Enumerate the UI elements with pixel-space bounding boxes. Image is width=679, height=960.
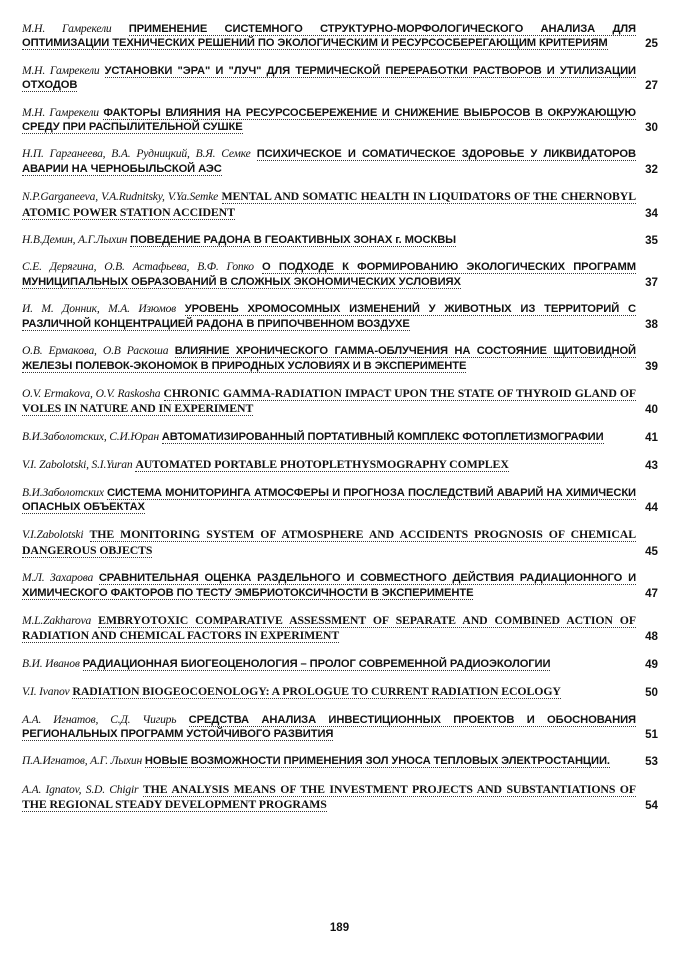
toc-entry-text (22, 386, 658, 417)
toc-entry-authors: М.Н. Гамрекели (22, 105, 99, 119)
toc-entry-page-number: 41 (645, 430, 658, 444)
toc-entry-title: MENTAL AND SOMATIC HEALTH IN LIQUIDATORS OF THE CHERNOBYL ATOMIC POWER STATION ACCIDENT (22, 189, 636, 219)
toc-entry-authors: В.И.Заболотских, С.И.Юран (22, 429, 159, 443)
toc-entry (22, 657, 658, 671)
toc-entry (22, 22, 658, 51)
toc-entry-title: СРЕДСТВА АНАЛИЗА ИНВЕСТИЦИОННЫХ ПРОЕКТОВ И ОБОСНОВАНИЯ РЕГИОНАЛЬНЫХ ПРОГРАММ УСТОЙЧИВОГО РАЗВИТИЯ (22, 713, 636, 740)
toc-entry-page-number: 51 (645, 728, 658, 741)
toc-entry-title: RADIATION BIOGEOCOENOLOGY: A PROLOGUE TO CURRENT RADIATION ECOLOGY (72, 684, 561, 699)
toc-entry-title: THE MONITORING SYSTEM OF ATMOSPHERE AND ACCIDENTS PROGNOSIS OF CHEMICAL DANGEROUS OBJECTS (22, 527, 636, 557)
toc-entry-text (22, 106, 658, 135)
toc-entry-title: УРОВЕНЬ ХРОМОСОМНЫХ ИЗМЕНЕНИЙ У ЖИВОТНЫХ ИЗ ТЕРРИТОРИЙ С РАЗЛИЧНОЙ КОНЦЕНТРАЦИЕЙ РАДОНА В ПРИПОЧВЕННОМ ВОЗДУХЕ (22, 303, 636, 330)
toc-entry-text (22, 754, 658, 768)
toc-entry-page-number: 45 (645, 544, 658, 558)
toc-entry-authors: В.И.Заболотских (22, 485, 104, 499)
toc-entry-title: ФАКТОРЫ ВЛИЯНИЯ НА РЕСУРСОСБЕРЕЖЕНИЕ И СНИЖЕНИЕ ВЫБРОСОВ В ОКРУЖАЮЩУЮ СРЕДУ ПРИ РАСПЫЛИТЕЛЬНОЙ СУШКЕ (22, 106, 636, 134)
toc-entry-authors: M.L.Zakharova (22, 613, 92, 627)
toc-entry (22, 344, 658, 373)
toc-entry-title: АВТОМАТИЗИРОВАННЫЙ ПОРТАТИВНЫЙ КОМПЛЕКС ФОТОПЛЕТИЗМОГРАФИИ (161, 430, 604, 443)
toc-entry-authors: С.Е. Дерягина, О.В. Астафьева, В.Ф. Гопко (22, 260, 254, 274)
toc-entry-page-number: 47 (645, 586, 658, 600)
toc-entry-page-number: 30 (645, 121, 658, 135)
toc-entry-text (22, 613, 658, 644)
toc-entry-title: НОВЫЕ ВОЗМОЖНОСТИ ПРИМЕНЕНИЯ ЗОЛ УНОСА ТЕПЛОВЫХ ЭЛЕКТРОСТАНЦИИ. (144, 755, 610, 768)
toc-entry-title: ПСИХИЧЕСКОЕ И СОМАТИЧЕСКОЕ ЗДОРОВЬЕ У ЛИКВИДАТОРОВ АВАРИИ НА ЧЕРНОБЫЛЬСКОЙ АЭС (22, 148, 636, 175)
toc-entry (22, 189, 658, 220)
toc-entry-text (22, 22, 658, 51)
toc-entry-page-number: 39 (645, 359, 658, 373)
toc-entry-page-number: 35 (645, 234, 658, 248)
toc-entry-text (22, 657, 658, 671)
toc-entry-title: СИСТЕМА МОНИТОРИНГА АТМОСФЕРЫ И ПРОГНОЗА ПОСЛЕДСТВИЙ АВАРИЙ НА ХИМИЧЕСКИ ОПАСНЫХ ОБЪЕКТАХ (22, 486, 636, 513)
toc-entry-authors: Н.П. Гарганеева, В.А. Рудницкий, В.Я. Семке (22, 147, 251, 161)
toc-entry-page-number: 44 (645, 500, 658, 514)
toc-entry-page-number: 43 (645, 459, 658, 473)
toc-entry-title: УСТАНОВКИ "ЭРА" И "ЛУЧ" ДЛЯ ТЕРМИЧЕСКОЙ ПЕРЕРАБОТКИ РАСТВОРОВ И УТИЛИЗАЦИИ ОТХОДОВ (22, 64, 636, 92)
toc-entry-authors: V.I.Zabolotski (22, 528, 84, 542)
toc-entry (22, 386, 658, 417)
toc-entry-text (22, 684, 658, 699)
toc-entry (22, 106, 658, 135)
toc-entry-page-number: 25 (645, 37, 658, 51)
toc-entry-page-number: 34 (645, 206, 658, 220)
toc-entry-authors: М.Н. Гамрекели (22, 63, 100, 77)
toc-entry (22, 571, 658, 600)
toc-entry-authors: A.A. Ignatov, S.D. Chigir (22, 782, 139, 796)
toc-entry (22, 613, 658, 644)
toc-entry (22, 457, 658, 472)
toc-entry (22, 486, 658, 515)
toc-entry-text (22, 302, 658, 331)
toc-entry-text (22, 64, 658, 93)
toc-entry (22, 64, 658, 93)
toc-entry-text (22, 260, 658, 289)
toc-entry-title: РАДИАЦИОННАЯ БИОГЕОЦЕНОЛОГИЯ – ПРОЛОГ СОВРЕМЕННОЙ РАДИОЭКОЛОГИИ (82, 657, 551, 670)
toc-entry-authors: И. М. Донник, М.А. Изюмов (22, 302, 177, 316)
toc-entry-authors: А.А. Игнатов, С.Д. Чигирь (22, 712, 177, 726)
toc-entry-page-number: 37 (645, 275, 658, 289)
toc-entry-text (22, 189, 658, 220)
toc-entry-text (22, 233, 658, 247)
toc-entry-authors: М.Н. Гамрекели (22, 22, 112, 35)
toc-entry-title: AUTOMATED PORTABLE PHOTOPLETHYSMOGRAPHY COMPLEX (135, 457, 509, 472)
toc-entry (22, 147, 658, 176)
toc-entry (22, 754, 658, 768)
toc-entry-text (22, 147, 658, 176)
toc-entry-page-number: 49 (645, 657, 658, 671)
table-of-contents (22, 22, 658, 826)
toc-entry-text (22, 457, 658, 472)
toc-entry-text (22, 527, 658, 558)
toc-entry-title: О ПОДХОДЕ К ФОРМИРОВАНИЮ ЭКОЛОГИЧЕСКИХ ПРОГРАММ МУНИЦИПАЛЬНЫХ ОБРАЗОВАНИЙ В СЛОЖНЫХ ЭКОНОМИЧЕСКИХ УСЛОВИЯХ (22, 261, 636, 288)
toc-entry (22, 302, 658, 331)
page-number: 189 (329, 922, 350, 934)
toc-entry-title: ПРИМЕНЕНИЕ СИСТЕМНОГО СТРУКТУРНО-МОРФОЛОГИЧЕСКОГО АНАЛИЗА ДЛЯ ОПТИМИЗАЦИИ ТЕХНИЧЕСКИХ РЕШЕНИЙ ПО ЭКОЛОГИЧЕСКИМ И РЕСУРСОСБЕРЕГАЮЩИМ КРИТЕРИЯМ (22, 23, 637, 50)
toc-entry (22, 684, 658, 699)
toc-entry-page-number: 38 (645, 317, 658, 331)
toc-entry (22, 782, 658, 813)
toc-entry-text (22, 571, 658, 600)
toc-entry-authors: П.А.Игнатов, А.Г. Лыхин (22, 754, 142, 768)
toc-entry-page-number: 48 (645, 630, 658, 644)
toc-entry-page-number: 40 (645, 403, 658, 417)
toc-entry-title: СРАВНИТЕЛЬНАЯ ОЦЕНКА РАЗДЕЛЬНОГО И СОВМЕСТНОГО ДЕЙСТВИЯ РАДИАЦИОННОГО И ХИМИЧЕСКОГО ФАКТОРОВ ПО ТЕСТУ ЭМБРИОТОКСИЧНОСТИ В ЭКСПЕРИМЕНТЕ (22, 572, 637, 599)
toc-entry-authors: V.I. Zabolotski, S.I.Yuran (22, 458, 133, 472)
toc-entry-text (22, 782, 658, 813)
toc-entry-title: CHRONIC GAMMA-RADIATION IMPACT UPON THE STATE OF THYROID GLAND OF VOLES IN NATURE AND IN EXPERIMENT (22, 385, 637, 416)
toc-entry (22, 527, 658, 558)
toc-entry-text (22, 430, 658, 444)
toc-entry-text (22, 486, 658, 515)
toc-entry-authors: Н.В.Демин, А.Г.Лыхин (22, 233, 128, 247)
toc-entry-page-number: 50 (645, 686, 658, 700)
toc-entry (22, 233, 658, 247)
toc-entry (22, 260, 658, 289)
toc-entry-page-number: 53 (645, 755, 658, 769)
toc-entry-authors: N.P.Garganeeva, V.A.Rudnitsky, V.Ya.Semke (22, 190, 219, 204)
toc-entry-authors: О.В. Ермакова, О.В Раскоша (22, 344, 169, 358)
toc-entry (22, 713, 658, 742)
toc-entry-text (22, 344, 658, 373)
toc-entry-page-number: 27 (645, 79, 658, 93)
toc-entry-title: EMBRYOTOXIC COMPARATIVE ASSESSMENT OF SEPARATE AND COMBINED ACTION OF RADIATION AND CHEMICAL FACTORS IN EXPERIMENT (22, 612, 636, 643)
toc-entry-title: ВЛИЯНИЕ ХРОНИЧЕСКОГО ГАММА-ОБЛУЧЕНИЯ НА СОСТОЯНИЕ ЩИТОВИДНОЙ ЖЕЛЕЗЫ ПОЛЕВОК-ЭКОНОМОК В ПРИРОДНЫХ УСЛОВИЯХ И В ЭКСПЕРИМЕНТЕ (22, 345, 636, 372)
toc-entry-page-number: 32 (645, 162, 658, 176)
toc-entry-authors: V.I. Ivanov (22, 685, 70, 699)
toc-entry-authors: O.V. Ermakova, O.V. Raskosha (22, 386, 161, 400)
toc-entry-text (22, 713, 658, 742)
toc-entry-page-number: 54 (645, 799, 658, 813)
toc-entry (22, 430, 658, 444)
toc-entry-title: THE ANALYSIS MEANS OF THE INVESTMENT PROJECTS AND SUBSTANTIATIONS OF THE REGIONAL STEADY DEVELOPMENT PROGRAMS (22, 781, 636, 812)
toc-entry-title: ПОВЕДЕНИЕ РАДОНА В ГЕОАКТИВНЫХ ЗОНАХ г. МОСКВЫ (130, 234, 457, 247)
toc-entry-authors: М.Л. Захарова (22, 571, 94, 585)
toc-entry-authors: В.И. Иванов (22, 656, 80, 670)
